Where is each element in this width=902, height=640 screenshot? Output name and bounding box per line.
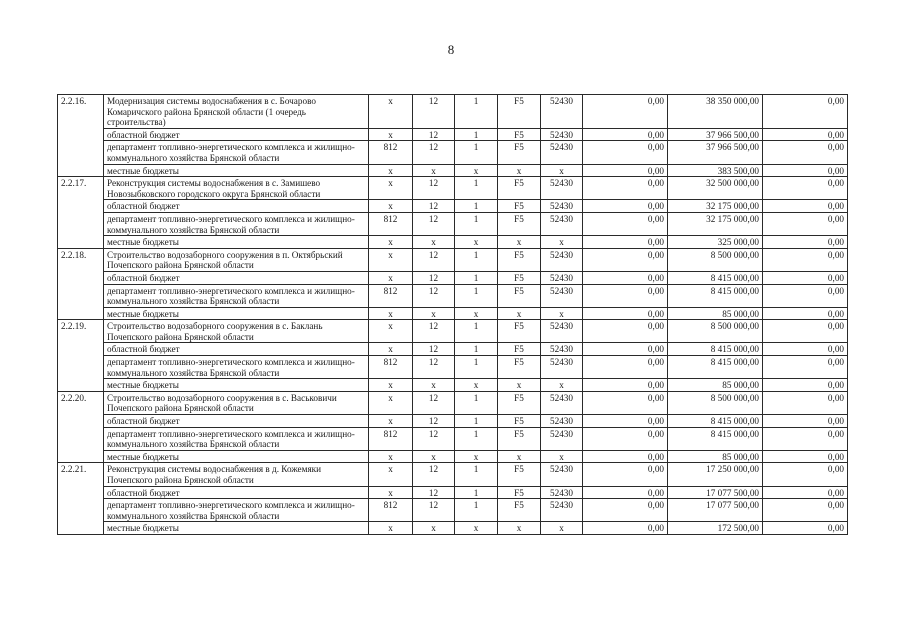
amount-cell: 0,00 xyxy=(583,356,668,379)
code-cell: F5 xyxy=(498,463,541,486)
table-row xyxy=(58,128,848,141)
code-cell: 52430 xyxy=(541,95,583,129)
code-cell: 12 xyxy=(413,486,455,499)
code-cell: 52430 xyxy=(541,200,583,213)
amount-cell: 32 175 000,00 xyxy=(668,200,763,213)
code-cell: х xyxy=(369,128,413,141)
item-number: 2.2.17. xyxy=(58,177,104,249)
code-cell: 52430 xyxy=(541,343,583,356)
code-cell: х xyxy=(413,379,455,392)
table-row xyxy=(58,463,848,486)
amount-cell: 0,00 xyxy=(583,128,668,141)
item-title: Реконструкция системы водоснабжения в с. Замишево Новозыбковского городского округа Брянской области xyxy=(104,177,369,200)
amount-cell: 0,00 xyxy=(763,415,848,428)
code-cell: 12 xyxy=(413,427,455,450)
amount-cell: 325 000,00 xyxy=(668,236,763,249)
code-cell: х xyxy=(369,95,413,129)
table-row xyxy=(58,236,848,249)
code-cell: х xyxy=(413,236,455,249)
code-cell: 12 xyxy=(413,320,455,343)
code-cell: х xyxy=(369,450,413,463)
code-cell: х xyxy=(369,307,413,320)
amount-cell: 0,00 xyxy=(583,522,668,535)
code-cell: 1 xyxy=(455,356,498,379)
code-cell: F5 xyxy=(498,177,541,200)
table-row xyxy=(58,164,848,177)
amount-cell: 383 500,00 xyxy=(668,164,763,177)
amount-cell: 8 415 000,00 xyxy=(668,356,763,379)
table-body xyxy=(58,95,848,535)
funding-source-label: областной бюджет xyxy=(104,200,369,213)
amount-cell: 37 966 500,00 xyxy=(668,128,763,141)
amount-cell: 0,00 xyxy=(763,212,848,235)
amount-cell: 0,00 xyxy=(583,271,668,284)
code-cell: 12 xyxy=(413,463,455,486)
code-cell: 52430 xyxy=(541,271,583,284)
amount-cell: 0,00 xyxy=(763,427,848,450)
funding-source-label: департамент топливно-энергетического комплекса и жилищно-коммунального хозяйства Брянской области xyxy=(104,141,369,164)
code-cell: 812 xyxy=(369,284,413,307)
funding-source-label: департамент топливно-энергетического комплекса и жилищно-коммунального хозяйства Брянской области xyxy=(104,356,369,379)
funding-source-label: областной бюджет xyxy=(104,271,369,284)
table-row xyxy=(58,95,848,129)
amount-cell: 0,00 xyxy=(763,271,848,284)
funding-source-label: местные бюджеты xyxy=(104,450,369,463)
code-cell: 52430 xyxy=(541,128,583,141)
amount-cell: 0,00 xyxy=(763,248,848,271)
amount-cell: 85 000,00 xyxy=(668,307,763,320)
code-cell: 812 xyxy=(369,356,413,379)
amount-cell: 17 077 500,00 xyxy=(668,499,763,522)
code-cell: F5 xyxy=(498,212,541,235)
amount-cell: 32 500 000,00 xyxy=(668,177,763,200)
code-cell: 52430 xyxy=(541,463,583,486)
amount-cell: 0,00 xyxy=(583,307,668,320)
amount-cell: 8 500 000,00 xyxy=(668,248,763,271)
code-cell: х xyxy=(498,522,541,535)
amount-cell: 8 415 000,00 xyxy=(668,271,763,284)
code-cell: 52430 xyxy=(541,177,583,200)
table-row xyxy=(58,307,848,320)
table-row xyxy=(58,271,848,284)
code-cell: 1 xyxy=(455,284,498,307)
amount-cell: 8 415 000,00 xyxy=(668,415,763,428)
item-number: 2.2.20. xyxy=(58,391,104,463)
amount-cell: 0,00 xyxy=(763,141,848,164)
code-cell: 52430 xyxy=(541,320,583,343)
code-cell: 1 xyxy=(455,463,498,486)
table-row xyxy=(58,200,848,213)
code-cell: 812 xyxy=(369,427,413,450)
code-cell: 12 xyxy=(413,177,455,200)
code-cell: х xyxy=(455,379,498,392)
amount-cell: 17 077 500,00 xyxy=(668,486,763,499)
amount-cell: 0,00 xyxy=(763,307,848,320)
code-cell: F5 xyxy=(498,95,541,129)
item-title: Модернизация системы водоснабжения в с. Бочарово Комаричского района Брянской области (1 очередь строительства) xyxy=(104,95,369,129)
amount-cell: 37 966 500,00 xyxy=(668,141,763,164)
code-cell: 1 xyxy=(455,177,498,200)
amount-cell: 85 000,00 xyxy=(668,450,763,463)
amount-cell: 0,00 xyxy=(763,463,848,486)
page-number: 8 xyxy=(447,42,455,57)
amount-cell: 0,00 xyxy=(583,164,668,177)
code-cell: 12 xyxy=(413,284,455,307)
amount-cell: 0,00 xyxy=(583,415,668,428)
amount-cell: 0,00 xyxy=(583,343,668,356)
code-cell: F5 xyxy=(498,356,541,379)
item-number: 2.2.18. xyxy=(58,248,104,320)
amount-cell: 0,00 xyxy=(763,95,848,129)
code-cell: 1 xyxy=(455,320,498,343)
code-cell: 12 xyxy=(413,212,455,235)
code-cell: х xyxy=(369,522,413,535)
code-cell: 52430 xyxy=(541,356,583,379)
code-cell: 1 xyxy=(455,343,498,356)
code-cell: F5 xyxy=(498,343,541,356)
funding-source-label: местные бюджеты xyxy=(104,236,369,249)
amount-cell: 38 350 000,00 xyxy=(668,95,763,129)
code-cell: х xyxy=(369,271,413,284)
code-cell: F5 xyxy=(498,391,541,414)
funding-source-label: департамент топливно-энергетического комплекса и жилищно-коммунального хозяйства Брянской области xyxy=(104,427,369,450)
amount-cell: 0,00 xyxy=(583,284,668,307)
amount-cell: 0,00 xyxy=(583,450,668,463)
amount-cell: 8 500 000,00 xyxy=(668,320,763,343)
code-cell: х xyxy=(413,450,455,463)
amount-cell: 0,00 xyxy=(763,128,848,141)
item-number: 2.2.21. xyxy=(58,463,104,535)
table-row xyxy=(58,427,848,450)
code-cell: F5 xyxy=(498,284,541,307)
table-row xyxy=(58,212,848,235)
amount-cell: 0,00 xyxy=(763,450,848,463)
code-cell: х xyxy=(369,320,413,343)
code-cell: х xyxy=(369,343,413,356)
code-cell: F5 xyxy=(498,271,541,284)
code-cell: F5 xyxy=(498,141,541,164)
code-cell: х xyxy=(498,379,541,392)
code-cell: х xyxy=(455,164,498,177)
code-cell: 52430 xyxy=(541,284,583,307)
funding-source-label: областной бюджет xyxy=(104,343,369,356)
amount-cell: 172 500,00 xyxy=(668,522,763,535)
table-row xyxy=(58,415,848,428)
code-cell: 812 xyxy=(369,141,413,164)
amount-cell: 8 415 000,00 xyxy=(668,284,763,307)
funding-source-label: областной бюджет xyxy=(104,486,369,499)
code-cell: 52430 xyxy=(541,499,583,522)
amount-cell: 17 250 000,00 xyxy=(668,463,763,486)
amount-cell: 0,00 xyxy=(583,486,668,499)
code-cell: 1 xyxy=(455,486,498,499)
code-cell: 12 xyxy=(413,356,455,379)
code-cell: 12 xyxy=(413,200,455,213)
code-cell: х xyxy=(541,522,583,535)
code-cell: х xyxy=(369,236,413,249)
code-cell: 812 xyxy=(369,499,413,522)
amount-cell: 8 415 000,00 xyxy=(668,343,763,356)
amount-cell: 0,00 xyxy=(583,391,668,414)
code-cell: 12 xyxy=(413,391,455,414)
funding-source-label: областной бюджет xyxy=(104,128,369,141)
amount-cell: 0,00 xyxy=(583,200,668,213)
amount-cell: 0,00 xyxy=(583,379,668,392)
code-cell: 1 xyxy=(455,248,498,271)
code-cell: х xyxy=(413,307,455,320)
code-cell: х xyxy=(498,450,541,463)
amount-cell: 85 000,00 xyxy=(668,379,763,392)
table-row xyxy=(58,486,848,499)
code-cell: х xyxy=(541,307,583,320)
code-cell: 52430 xyxy=(541,391,583,414)
code-cell: 1 xyxy=(455,128,498,141)
table-row xyxy=(58,391,848,414)
code-cell: F5 xyxy=(498,486,541,499)
code-cell: 12 xyxy=(413,343,455,356)
code-cell: F5 xyxy=(498,128,541,141)
funding-source-label: местные бюджеты xyxy=(104,164,369,177)
amount-cell: 0,00 xyxy=(763,236,848,249)
code-cell: х xyxy=(498,236,541,249)
amount-cell: 0,00 xyxy=(583,427,668,450)
table-row xyxy=(58,499,848,522)
code-cell: 1 xyxy=(455,271,498,284)
code-cell: 1 xyxy=(455,427,498,450)
code-cell: х xyxy=(455,522,498,535)
table-row xyxy=(58,522,848,535)
table-row xyxy=(58,177,848,200)
funding-source-label: департамент топливно-энергетического комплекса и жилищно-коммунального хозяйства Брянской области xyxy=(104,499,369,522)
item-title: Строительство водозаборного сооружения в с. Васьковичи Почепского района Брянской области xyxy=(104,391,369,414)
code-cell: F5 xyxy=(498,248,541,271)
code-cell: 12 xyxy=(413,95,455,129)
table-row xyxy=(58,450,848,463)
funding-source-label: департамент топливно-энергетического комплекса и жилищно-коммунального хозяйства Брянской области xyxy=(104,212,369,235)
item-number: 2.2.16. xyxy=(58,95,104,177)
amount-cell: 0,00 xyxy=(763,499,848,522)
table-row xyxy=(58,379,848,392)
code-cell: 12 xyxy=(413,128,455,141)
amount-cell: 32 175 000,00 xyxy=(668,212,763,235)
item-title: Строительство водозаборного сооружения в с. Баклань Почепского района Брянской области xyxy=(104,320,369,343)
amount-cell: 0,00 xyxy=(763,177,848,200)
code-cell: х xyxy=(455,236,498,249)
amount-cell: 0,00 xyxy=(583,212,668,235)
code-cell: 1 xyxy=(455,200,498,213)
code-cell: 52430 xyxy=(541,427,583,450)
code-cell: х xyxy=(369,248,413,271)
table-row xyxy=(58,141,848,164)
amount-cell: 0,00 xyxy=(763,343,848,356)
code-cell: х xyxy=(541,236,583,249)
code-cell: 12 xyxy=(413,271,455,284)
code-cell: F5 xyxy=(498,320,541,343)
code-cell: 52430 xyxy=(541,415,583,428)
code-cell: х xyxy=(413,522,455,535)
table-row xyxy=(58,320,848,343)
table-row xyxy=(58,343,848,356)
item-title: Реконструкция системы водоснабжения в д. Кожемяки Почепского района Брянской области xyxy=(104,463,369,486)
code-cell: х xyxy=(541,379,583,392)
code-cell: х xyxy=(369,379,413,392)
amount-cell: 0,00 xyxy=(583,320,668,343)
code-cell: 52430 xyxy=(541,248,583,271)
funding-source-label: областной бюджет xyxy=(104,415,369,428)
code-cell: х xyxy=(455,450,498,463)
amount-cell: 0,00 xyxy=(583,141,668,164)
item-number: 2.2.19. xyxy=(58,320,104,392)
table-row xyxy=(58,284,848,307)
amount-cell: 0,00 xyxy=(583,499,668,522)
code-cell: х xyxy=(369,200,413,213)
code-cell: 12 xyxy=(413,248,455,271)
amount-cell: 0,00 xyxy=(583,177,668,200)
code-cell: 52430 xyxy=(541,212,583,235)
amount-cell: 0,00 xyxy=(763,320,848,343)
code-cell: 52430 xyxy=(541,141,583,164)
amount-cell: 0,00 xyxy=(583,95,668,129)
code-cell: 1 xyxy=(455,141,498,164)
code-cell: 52430 xyxy=(541,486,583,499)
code-cell: х xyxy=(413,164,455,177)
code-cell: F5 xyxy=(498,200,541,213)
amount-cell: 0,00 xyxy=(763,391,848,414)
code-cell: F5 xyxy=(498,415,541,428)
code-cell: 1 xyxy=(455,499,498,522)
code-cell: х xyxy=(369,415,413,428)
code-cell: х xyxy=(498,164,541,177)
code-cell: 1 xyxy=(455,95,498,129)
code-cell: 812 xyxy=(369,212,413,235)
amount-cell: 0,00 xyxy=(763,486,848,499)
amount-cell: 8 500 000,00 xyxy=(668,391,763,414)
code-cell: х xyxy=(369,177,413,200)
code-cell: х xyxy=(498,307,541,320)
table-row xyxy=(58,356,848,379)
code-cell: 1 xyxy=(455,212,498,235)
code-cell: х xyxy=(455,307,498,320)
amount-cell: 0,00 xyxy=(583,248,668,271)
code-cell: 12 xyxy=(413,141,455,164)
code-cell: х xyxy=(541,450,583,463)
budget-table xyxy=(57,94,848,535)
funding-source-label: местные бюджеты xyxy=(104,307,369,320)
code-cell: х xyxy=(541,164,583,177)
amount-cell: 0,00 xyxy=(763,164,848,177)
amount-cell: 0,00 xyxy=(763,284,848,307)
funding-source-label: местные бюджеты xyxy=(104,522,369,535)
code-cell: 12 xyxy=(413,415,455,428)
amount-cell: 0,00 xyxy=(763,379,848,392)
amount-cell: 0,00 xyxy=(583,236,668,249)
amount-cell: 0,00 xyxy=(763,522,848,535)
code-cell: 1 xyxy=(455,415,498,428)
code-cell: F5 xyxy=(498,427,541,450)
funding-source-label: местные бюджеты xyxy=(104,379,369,392)
code-cell: 12 xyxy=(413,499,455,522)
code-cell: F5 xyxy=(498,499,541,522)
amount-cell: 0,00 xyxy=(583,463,668,486)
table-row xyxy=(58,248,848,271)
amount-cell: 0,00 xyxy=(763,356,848,379)
code-cell: х xyxy=(369,486,413,499)
funding-source-label: департамент топливно-энергетического комплекса и жилищно-коммунального хозяйства Брянской области xyxy=(104,284,369,307)
code-cell: 1 xyxy=(455,391,498,414)
code-cell: х xyxy=(369,164,413,177)
amount-cell: 8 415 000,00 xyxy=(668,427,763,450)
code-cell: х xyxy=(369,463,413,486)
amount-cell: 0,00 xyxy=(763,200,848,213)
code-cell: х xyxy=(369,391,413,414)
item-title: Строительство водозаборного сооружения в п. Октябрьский Почепского района Брянской области xyxy=(104,248,369,271)
